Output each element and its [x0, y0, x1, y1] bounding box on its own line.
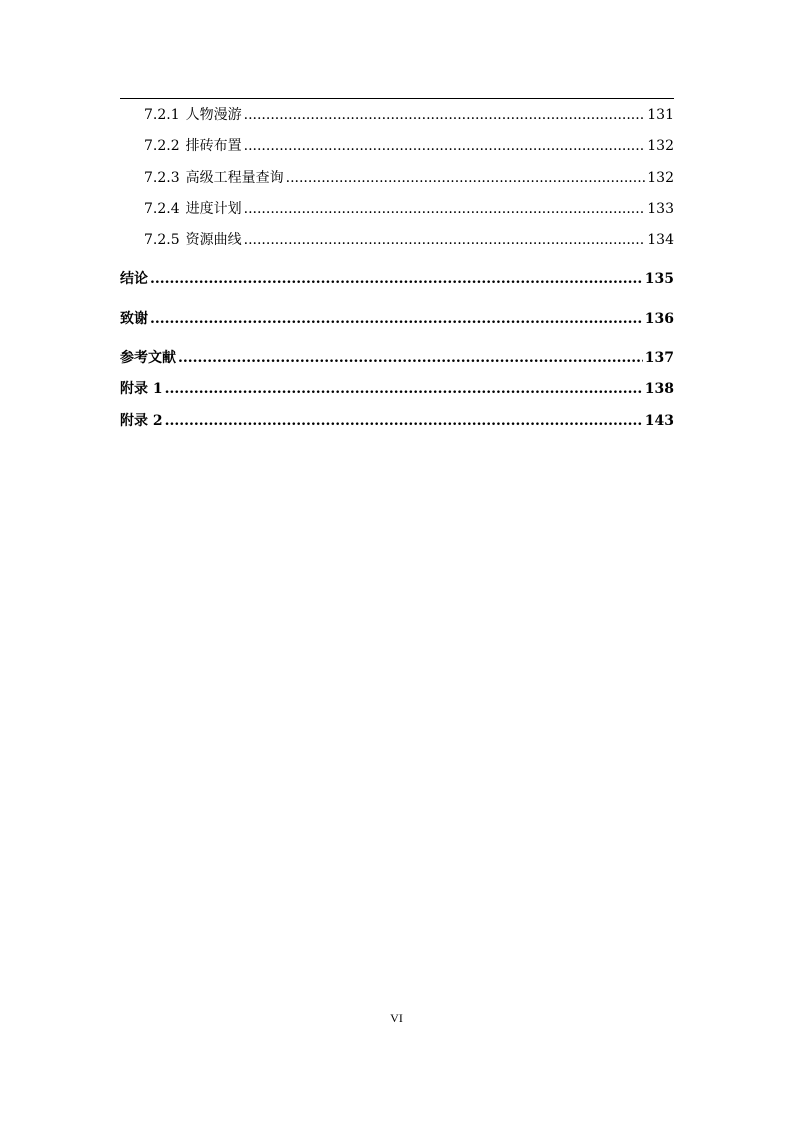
- toc-entry-title: 排砖布置: [185, 138, 242, 154]
- toc-entry-title: 附录 2: [120, 413, 163, 429]
- toc-entry-title: 结论: [120, 271, 148, 287]
- toc-entry-acknowledgements[interactable]: [120, 310, 674, 328]
- toc-entry-7-2-4[interactable]: [144, 200, 674, 218]
- toc-dot-leader: [244, 106, 646, 124]
- toc-dot-leader: [244, 200, 646, 218]
- toc-entry-number: 7.2.4: [144, 201, 180, 217]
- toc-entry-page: 143: [644, 413, 674, 429]
- toc-dot-leader: [244, 231, 646, 249]
- toc-entry-number: 7.2.1: [144, 107, 180, 123]
- toc-entry-7-2-1[interactable]: [144, 106, 674, 124]
- toc-dot-leader: [165, 380, 643, 398]
- toc-entry-page: 131: [647, 107, 674, 123]
- toc-entry-7-2-5[interactable]: [144, 231, 674, 249]
- toc-dot-leader: [178, 349, 643, 367]
- toc-entry-page: 132: [647, 138, 674, 154]
- toc-entry-page: 137: [644, 350, 674, 366]
- toc-entry-title: 资源曲线: [185, 232, 242, 248]
- toc-entry-7-2-2[interactable]: [144, 137, 674, 155]
- toc-entry-page: 132: [647, 170, 674, 186]
- header-rule: [120, 98, 674, 99]
- toc-entry-number: 7.2.5: [144, 232, 180, 248]
- toc-dot-leader: [150, 310, 643, 328]
- toc-entry-page: 138: [644, 381, 674, 397]
- toc-entry-page: 135: [644, 271, 674, 287]
- toc-entry-page: 136: [644, 311, 674, 327]
- toc-entry-appendix-1[interactable]: [120, 380, 674, 398]
- toc-dot-leader: [165, 412, 643, 430]
- toc-entry-title: 进度计划: [185, 201, 242, 217]
- toc-entry-title: 参考文献: [120, 350, 176, 366]
- toc-entry-title: 致谢: [120, 311, 148, 327]
- toc-entry-title: 高级工程量查询: [185, 170, 284, 186]
- toc-entry-page: 134: [647, 232, 674, 248]
- toc-dot-leader: [244, 137, 646, 155]
- toc-dot-leader: [286, 169, 646, 187]
- toc-entry-page: 133: [647, 201, 674, 217]
- toc-dot-leader: [150, 270, 643, 288]
- toc-entry-number: 7.2.3: [144, 170, 180, 186]
- toc-entry-title: 附录 1: [120, 381, 163, 397]
- toc-entry-references[interactable]: [120, 349, 674, 367]
- toc-entry-number: 7.2.2: [144, 138, 180, 154]
- toc-entry-appendix-2[interactable]: [120, 412, 674, 430]
- page-number: VI: [390, 1011, 403, 1025]
- toc-entry-title: 人物漫游: [185, 107, 242, 123]
- toc-entry-7-2-3[interactable]: [144, 169, 674, 187]
- toc-entry-conclusion[interactable]: [120, 270, 674, 288]
